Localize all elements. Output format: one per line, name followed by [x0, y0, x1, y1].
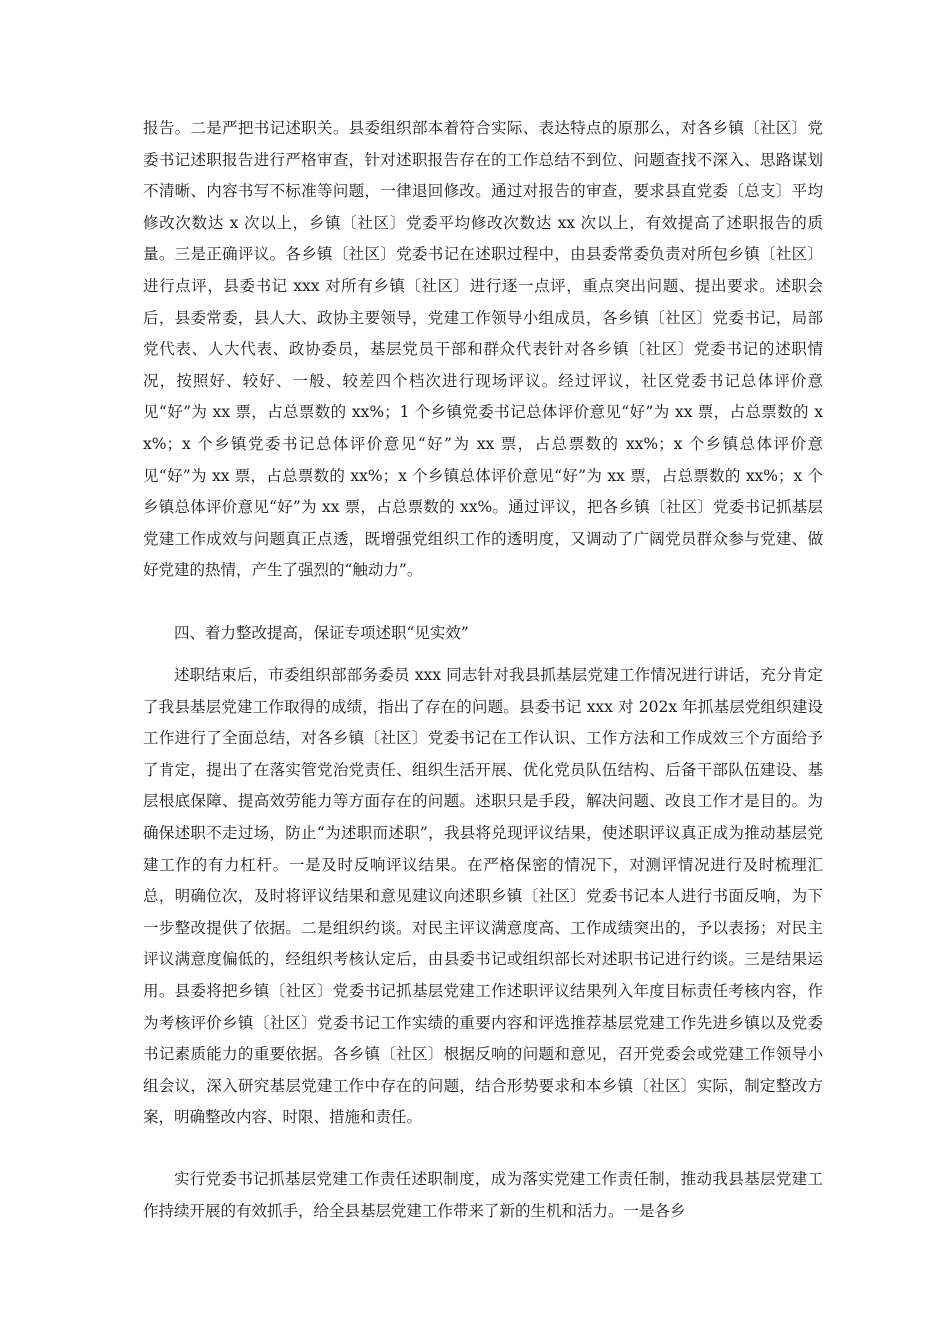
paragraph-rectification: 述职结束后，市委组织部部务委员 xxx 同志针对我县抓基层党建工作情况进行讲话，充分肯定了我县基层党建工作取得的成绩，指出了存在的问题。县委书记 xxx 对 202x 年抓基层党组织建设工作进行了全面总结，对各乡镇〔社区〕党委书记在工作认识、工作方法和工作成效三个方面给予了肯定，提出了在落实管党治党责任、组织生活开展、优化党员队伍结构、后备干部队伍建设、基层根底保障、提高效劳能力等方面存在的问题。述职只是手段，解决问题、改良工作才是目的。为确保述职不走过场，防止“为述职而述职”，我县将兑现评议结果，使述职评议真正成为推动基层党建工作的有力杠杆。一是及时反响评议结果。在严格保密的情况下，对测评情况进行及时梳理汇总，明确位次，及时将评议结果和意见建议向述职乡镇〔社区〕党委书记本人进行书面反响，为下一步整改提供了依据。二是组织约谈。对民主评议满意度高、工作成绩突出的，予以表扬；对民主评议满意度偏低的，经组织考核认定后，由县委书记或组织部长对述职书记进行约谈。三是结果运用。县委将把乡镇〔社区〕党委书记抓基层党建工作述职评议结果列入年度目标责任考核内容，作为考核评价乡镇〔社区〕党委书记工作实绩的重要内容和评选推荐基层党建工作先进乡镇以及党委书记素质能力的重要依据。各乡镇〔社区〕根据反响的问题和意见，召开党委会或党建工作领导小组会议，深入研究基层党建工作中存在的问题，结合形势要求和本乡镇〔社区〕实际，制定整改方案，明确整改内容、时限、措施和责任。 [143, 666, 823, 1127]
paragraph-evaluation: 报告。二是严把书记述职关。县委组织部本着符合实际、表达特点的原那么，对各乡镇〔社区〕党委书记述职报告进行严格审查，针对述职报告存在的工作总结不到位、问题查找不深入、思路谋划不清晰、内容书写不标准等问题，一律退回修改。通过对报告的审查，要求县直党委〔总支〕平均修改次数达 x 次以上，乡镇〔社区〕党委平均修改次数达 xx 次以上，有效提高了述职报告的质量。三是正确评议。各乡镇〔社区〕党委书记在述职过程中，由县委常委负责对所包乡镇〔社区〕进行点评，县委书记 xxx 对所有乡镇〔社区〕进行逐一点评，重点突出问题、提出要求。述职会后，县委常委，县人大、政协主要领导，党建工作领导小组成员，各乡镇〔社区〕党委书记，局部党代表、人大代表、政协委员，基层党员干部和群众代表针对各乡镇〔社区〕党委书记的述职情况，按照好、较好、一般、较差四个档次进行现场评议。经过评议，社区党委书记总体评价意见“好”为 xx 票，占总票数的 xx%；1 个乡镇党委书记总体评价意见“好”为 xx 票，占总票数的 xx%；x 个乡镇党委书记总体评价意见“好”为 xx 票，占总票数的 xx%；x 个乡镇总体评价意见“好”为 xx 票，占总票数的 xx%；x 个乡镇总体评价意见“好”为 xx 票，占总票数的 xx%；x 个乡镇总体评价意见“好”为 xx 票，占总票数的 xx%。通过评议，把各乡镇〔社区〕党委书记抓基层党建工作成效与问题真正点透，既增强党组织工作的透明度，又调动了广阔党员群众参与党建、做好党建的热情，产生了强烈的“触动力”。 [143, 119, 823, 580]
paragraph-conclusion: 实行党委书记抓基层党建工作责任述职制度，成为落实党建工作责任制，推动我县基层党建工作持续开展的有效抓手，给全县基层党建工作带来了新的生机和活力。一是各乡 [143, 1170, 823, 1220]
section-heading-four: 四、着力整改提高，保证专项述职“见实效” [174, 624, 469, 642]
